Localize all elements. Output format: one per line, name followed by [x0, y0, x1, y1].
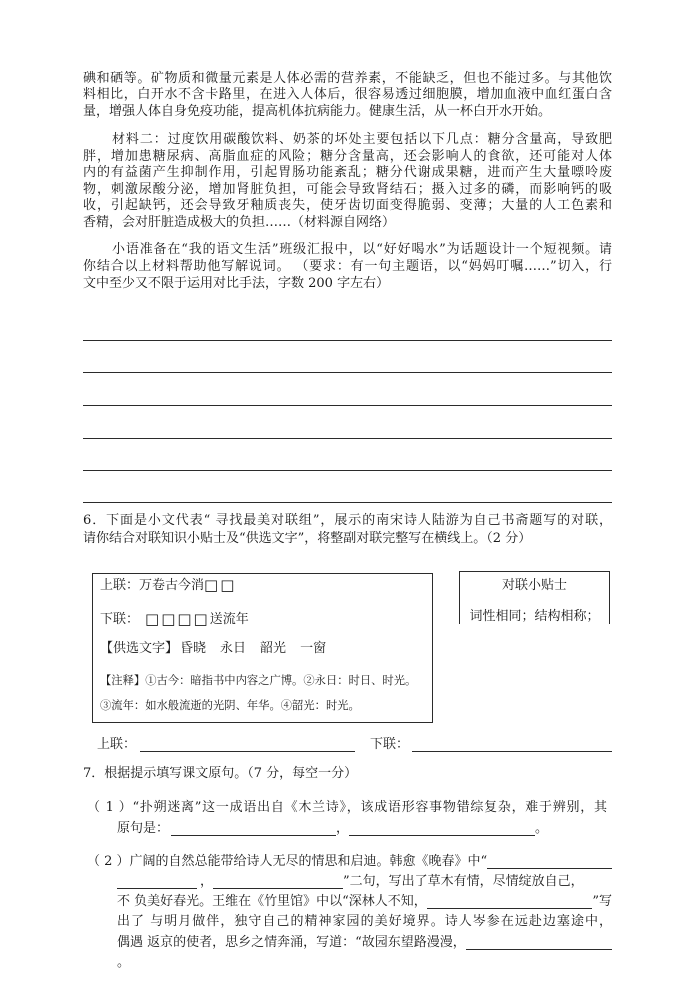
lower-couplet-blank-boxes[interactable]: □□□□ [145, 610, 210, 628]
tips-title: 对联小贴士 [501, 578, 567, 593]
lower-couplet-label: 下联： [100, 612, 140, 627]
q7-answer-blank[interactable] [487, 854, 612, 869]
answer-writing-line[interactable] [83, 340, 612, 341]
tips-text: 词性相同；结构相称； [469, 609, 600, 624]
q7-sub2-text: （ 2 ）广阔的自然总能带给诗人无尽的情思和启迪。韩愈《晚春》中“ [87, 854, 488, 869]
q7-title: 7．根据提示填写课文原句。（7 分，每空一分） [83, 766, 358, 781]
upper-couplet-text: 上联：万卷古今消 [100, 578, 205, 593]
answer-writing-line[interactable] [83, 372, 612, 373]
writing-prompt-line: 文中至少又不限于运用对比手法，字数 200 字左右） [83, 276, 390, 291]
q6-upper-answer-blank[interactable] [140, 737, 355, 752]
material-p2-line: 材料二：过度饮用碳酸饮料、奶茶的坏处主要包括以下几点：糖分含量高，导致肥 [112, 132, 612, 147]
q7-sub1-line: （ 1 ）“扑朔迷离”这一成语出自《木兰诗》，该成语形容事物错综复杂，难于辨别，其 [87, 800, 607, 815]
material-p2-line: 收，引起缺钙，还会导致牙釉质丧失，使牙齿切面变得脆弱、变薄；大量的人工色素和 [83, 198, 612, 213]
option-word: 昏晓 [180, 641, 207, 656]
option-word: 一窗 [300, 641, 327, 656]
writing-prompt-line: 你结合以上材料帮助他写解说词。 （要求：有一句主题语，以“妈妈叮嘱……”切入，行 [83, 259, 612, 274]
q7-answer-blank[interactable] [117, 874, 197, 889]
q7-sub2-line [117, 934, 612, 951]
option-word: 永日 [220, 641, 247, 656]
material-p2-line: 物，刺激尿酸分泌，增加肾脏负担，可能会导致肾结石；摄入过多的磷，而影响钙的吸 [83, 182, 612, 197]
q6-stem-line: 6．下面是小文代表“ 寻找最美对联组”，展示的南宋诗人陆游为自己书斋题写的对联， [83, 513, 612, 528]
q7-answer-blank[interactable] [466, 935, 612, 950]
upper-couplet-blank-boxes[interactable]: □□ [204, 576, 237, 594]
answer-writing-line[interactable] [83, 405, 612, 406]
q7-sub2-separator: ， [200, 874, 214, 889]
q7-answer-blank[interactable] [349, 821, 535, 836]
option-words [100, 640, 340, 657]
q6-upper-label: 上联： [97, 737, 137, 752]
q7-sub1-end: 。 [535, 821, 549, 836]
annotation-line: 【注释】①古今：暗指书中内容之广博。②永日：时日、时光。 [100, 674, 417, 687]
q7-sub2-line: 出了 与明月做伴，独守自己的精神家园的美好境界。诗人岑参在远赴边塞途中， [117, 914, 612, 929]
material-p2-line: 胖，增加患糖尿病、高脂血症的风险；糖分含量高，还会影响人的食欲，还可能对人体 [83, 149, 612, 164]
q7-answer-blank[interactable] [171, 821, 336, 836]
q6-lower-answer-blank[interactable] [412, 737, 612, 752]
q7-sub2-line [117, 873, 612, 890]
material-p1-line: 量，增强人体自身免疫功能，提高机体抗病能力。健康生活，从一杯白开水开始。 [83, 104, 552, 119]
material-p2-line: 内的有益菌产生抑制作用，引起胃肠功能紊乱；糖分代谢成果糖，进而产生大量嘌呤废 [83, 165, 612, 180]
option-words-label: 【供选文字】 [100, 641, 179, 656]
q7-answer-blank[interactable] [213, 874, 343, 889]
q7-sub1-answer-row [117, 820, 612, 837]
answer-writing-line[interactable] [83, 438, 612, 439]
q7-sub2-text: ”二句，写出了草木有情，尽情绽放自己， [343, 874, 584, 889]
answer-writing-line[interactable] [83, 470, 612, 471]
option-word: 韶光 [260, 641, 287, 656]
q7-sub2-text: ”写 [592, 894, 612, 909]
couplet-tips-box [459, 571, 610, 624]
lower-couplet [100, 611, 249, 628]
q7-sub1-prefix: 原句是： [117, 821, 170, 836]
q7-sub1-separator: ， [336, 821, 350, 836]
writing-prompt-line: 小语准备在“我的语文生活”班级汇报中，以“好好喝水”为话题设计一个短视频。请 [112, 242, 612, 257]
lower-couplet-text: 送流年 [209, 612, 249, 627]
q7-sub2-line [87, 853, 612, 870]
q7-sub2-text: 不 负美好春光。王维在《竹里馆》中以“深林人不知， [117, 894, 427, 909]
answer-writing-line[interactable] [83, 502, 612, 503]
couplet-box [92, 573, 433, 723]
q6-answer-row [97, 736, 612, 753]
q7-answer-blank[interactable] [427, 894, 593, 909]
q7-sub2-line [117, 893, 612, 910]
material-p1-line: 料相比，白开水不含卡路里，在进入人体后，很容易透过细胞膜，增加血液中血红蛋白含 [83, 87, 612, 102]
annotation-line: ③流年：如水般流逝的光阴、年华。④韶光：时光。 [100, 699, 360, 712]
material-p2-line: 香精，会对肝脏造成极大的负担……（材料源自网络） [83, 215, 396, 230]
q6-stem-line: 请你结合对联知识小贴士及“供选文字”，将整副对联完整写在横线上。（2 分） [83, 531, 532, 546]
material-p1-line: 碘和硒等。矿物质和微量元素是人体必需的营养素，不能缺乏，但也不能过多。与其他饮 [83, 71, 612, 86]
q7-sub2-line: 。 [117, 955, 131, 970]
upper-couplet [100, 577, 236, 594]
q6-lower-label: 下联： [370, 737, 410, 752]
q7-sub2-text: 偶遇 返京的使者，思乡之情奔涌，写道：“故园东望路漫漫， [117, 935, 466, 950]
